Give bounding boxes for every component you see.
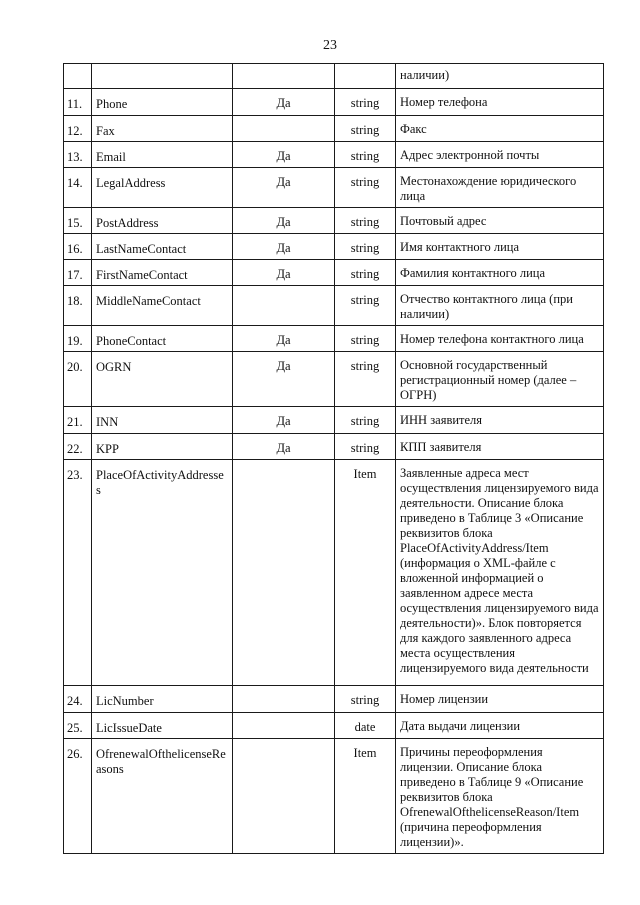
row-number-cell: 11. bbox=[64, 89, 92, 116]
description-cell: Имя контактного лица bbox=[396, 234, 604, 260]
description-cell: Номер телефона bbox=[396, 89, 604, 116]
type-cell: Item bbox=[335, 460, 396, 686]
table-row bbox=[64, 89, 604, 116]
type-cell: string bbox=[335, 434, 396, 460]
type-cell: string bbox=[335, 208, 396, 234]
description-cell: Факс bbox=[396, 116, 604, 142]
table-row bbox=[64, 460, 604, 686]
row-number-cell: 25. bbox=[64, 713, 92, 739]
row-number-cell: 23. bbox=[64, 460, 92, 686]
required-cell: Да bbox=[233, 208, 335, 234]
required-cell bbox=[233, 286, 335, 326]
row-number-cell: 26. bbox=[64, 739, 92, 854]
description-cell: Отчество контактного лица (при наличии) bbox=[396, 286, 604, 326]
table-row bbox=[64, 260, 604, 286]
required-cell bbox=[233, 713, 335, 739]
description-cell: Номер телефона контактного лица bbox=[396, 326, 604, 352]
table-row bbox=[64, 352, 604, 407]
table-row bbox=[64, 407, 604, 434]
row-number-cell: 22. bbox=[64, 434, 92, 460]
row-number-cell: 12. bbox=[64, 116, 92, 142]
type-cell: string bbox=[335, 407, 396, 434]
row-number-cell: 15. bbox=[64, 208, 92, 234]
description-cell: ИНН заявителя bbox=[396, 407, 604, 434]
required-cell: Да bbox=[233, 234, 335, 260]
table-row bbox=[64, 739, 604, 854]
type-cell: date bbox=[335, 713, 396, 739]
description-cell: Номер лицензии bbox=[396, 686, 604, 713]
field-name-cell: KPP bbox=[92, 434, 233, 460]
row-number-cell: 21. bbox=[64, 407, 92, 434]
required-cell bbox=[233, 116, 335, 142]
description-cell: Фамилия контактного лица bbox=[396, 260, 604, 286]
table-row bbox=[64, 116, 604, 142]
table-row bbox=[64, 208, 604, 234]
type-cell: string bbox=[335, 686, 396, 713]
field-name-cell: PostAddress bbox=[92, 208, 233, 234]
table-row bbox=[64, 142, 604, 168]
type-cell: string bbox=[335, 142, 396, 168]
row-number-cell: 17. bbox=[64, 260, 92, 286]
description-cell: Местонахождение юридического лица bbox=[396, 168, 604, 208]
required-cell bbox=[233, 739, 335, 854]
table-row bbox=[64, 234, 604, 260]
row-number-cell: 18. bbox=[64, 286, 92, 326]
field-name-cell: Phone bbox=[92, 89, 233, 116]
field-name-cell: LastNameContact bbox=[92, 234, 233, 260]
type-cell: string bbox=[335, 260, 396, 286]
table-row bbox=[64, 434, 604, 460]
required-cell: Да bbox=[233, 326, 335, 352]
type-cell: Item bbox=[335, 739, 396, 854]
required-cell: Да bbox=[233, 434, 335, 460]
description-cell: Основной государственный регистрационный номер (далее – ОГРН) bbox=[396, 352, 604, 407]
type-cell bbox=[335, 64, 396, 89]
description-cell: Почтовый адрес bbox=[396, 208, 604, 234]
table-row bbox=[64, 713, 604, 739]
type-cell: string bbox=[335, 326, 396, 352]
description-cell: Дата выдачи лицензии bbox=[396, 713, 604, 739]
table-body bbox=[64, 64, 604, 854]
row-number-cell: 19. bbox=[64, 326, 92, 352]
required-cell: Да bbox=[233, 352, 335, 407]
type-cell: string bbox=[335, 286, 396, 326]
required-cell: Да bbox=[233, 168, 335, 208]
table-row bbox=[64, 326, 604, 352]
required-cell: Да bbox=[233, 260, 335, 286]
field-name-cell: OGRN bbox=[92, 352, 233, 407]
field-name-cell bbox=[92, 64, 233, 89]
description-cell: Причины переоформления лицензии. Описание блока приведено в Таблице 9 «Описание реквизитов блока OfrenewalOfthelicenseReason/Item (причина переоформления лицензии)». bbox=[396, 739, 604, 854]
type-cell: string bbox=[335, 352, 396, 407]
field-name-cell: FirstNameContact bbox=[92, 260, 233, 286]
field-name-cell: LicNumber bbox=[92, 686, 233, 713]
required-cell: Да bbox=[233, 407, 335, 434]
field-name-cell: Email bbox=[92, 142, 233, 168]
row-number-cell: 24. bbox=[64, 686, 92, 713]
field-name-cell: MiddleNameContact bbox=[92, 286, 233, 326]
description-cell: КПП заявителя bbox=[396, 434, 604, 460]
description-cell: наличии) bbox=[396, 64, 604, 89]
field-name-cell: OfrenewalOfthelicenseReasons bbox=[92, 739, 233, 854]
type-cell: string bbox=[335, 168, 396, 208]
row-number-cell: 14. bbox=[64, 168, 92, 208]
required-cell bbox=[233, 686, 335, 713]
row-number-cell: 16. bbox=[64, 234, 92, 260]
field-name-cell: PlaceOfActivityAddresses bbox=[92, 460, 233, 686]
table-row bbox=[64, 64, 604, 89]
type-cell: string bbox=[335, 89, 396, 116]
table-row bbox=[64, 686, 604, 713]
row-number-cell: 20. bbox=[64, 352, 92, 407]
type-cell: string bbox=[335, 116, 396, 142]
field-name-cell: Fax bbox=[92, 116, 233, 142]
required-cell bbox=[233, 64, 335, 89]
description-cell: Заявленные адреса мест осуществления лицензируемого вида деятельности. Описание блока приведено в Таблице 3 «Описание реквизитов блока PlaceOfActivityAddress/Item (информация о XML-файле с вложенной информацией о заявленном адресе места осуществления лицензируемого вида деятельности)». Блок повторяется для каждого заявленного адреса места осуществления лицензируемого вида деятельности bbox=[396, 460, 604, 686]
required-cell: Да bbox=[233, 89, 335, 116]
field-name-cell: LicIssueDate bbox=[92, 713, 233, 739]
table-row bbox=[64, 168, 604, 208]
field-name-cell: LegalAddress bbox=[92, 168, 233, 208]
description-cell: Адрес электронной почты bbox=[396, 142, 604, 168]
field-name-cell: INN bbox=[92, 407, 233, 434]
type-cell: string bbox=[335, 234, 396, 260]
specification-table bbox=[63, 63, 604, 854]
required-cell bbox=[233, 460, 335, 686]
row-number-cell: 13. bbox=[64, 142, 92, 168]
table-row bbox=[64, 286, 604, 326]
page-number: 23 bbox=[323, 38, 337, 53]
required-cell: Да bbox=[233, 142, 335, 168]
row-number-cell bbox=[64, 64, 92, 89]
field-name-cell: PhoneContact bbox=[92, 326, 233, 352]
